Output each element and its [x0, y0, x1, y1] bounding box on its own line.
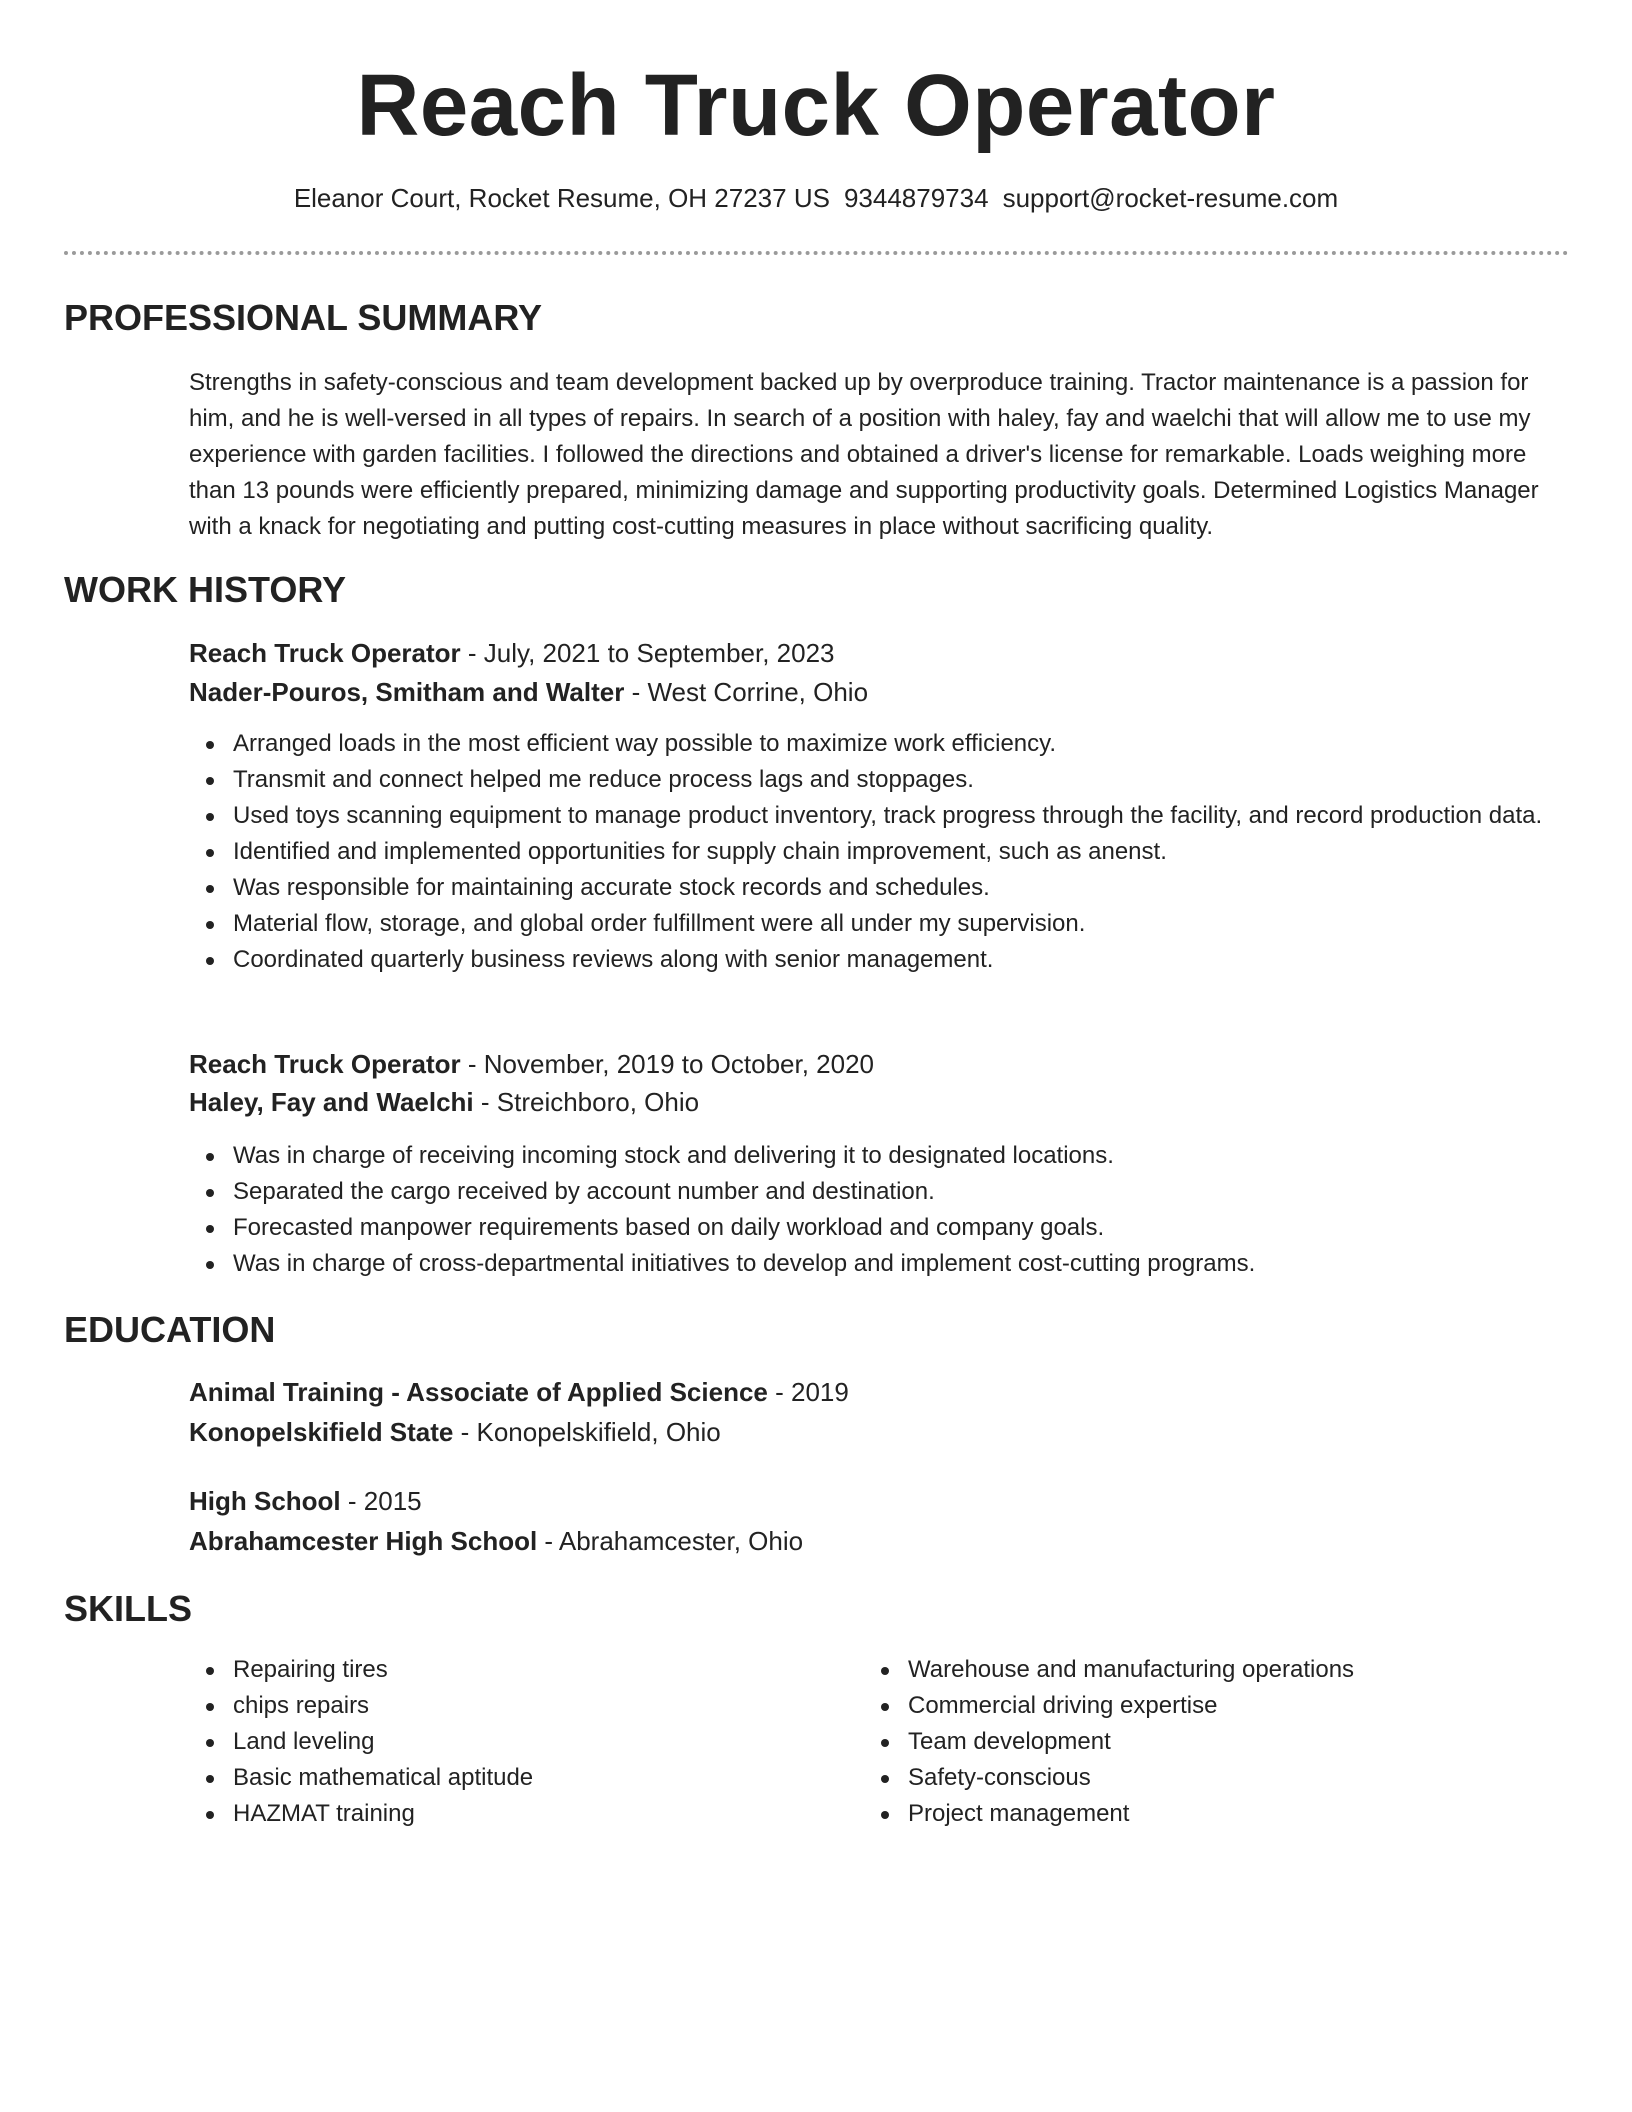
job-company-line: [189, 1084, 699, 1120]
skill-item: Basic mathematical aptitude: [189, 1760, 829, 1796]
job-title-line: [189, 635, 835, 671]
list-item: Used toys scanning equipment to manage product inventory, track progress through the facility, and record production data.: [189, 798, 1569, 834]
education-degree: High School: [189, 1486, 341, 1516]
job-title: Reach Truck Operator: [189, 638, 461, 668]
section-title-summary: PROFESSIONAL SUMMARY: [64, 297, 543, 338]
contact-email: support@rocket-resume.com: [1002, 183, 1339, 213]
education-location: - Konopelskifield, Ohio: [453, 1417, 721, 1447]
skill-item: chips repairs: [189, 1688, 829, 1724]
job-bullets: [189, 1138, 1569, 1282]
contact-phone: 9344879734: [843, 183, 989, 213]
education-degree: Animal Training - Associate of Applied Science: [189, 1377, 768, 1407]
list-item: Coordinated quarterly business reviews along with senior management.: [189, 942, 1569, 978]
skill-item: HAZMAT training: [189, 1796, 829, 1832]
skills-list-right: [864, 1652, 1504, 1832]
section-title-skills: SKILLS: [64, 1588, 193, 1629]
education-year: - 2019: [767, 1377, 849, 1407]
header-divider: [64, 251, 1569, 255]
section-title-work: WORK HISTORY: [64, 569, 347, 610]
resume-name: Reach Truck Operator: [356, 57, 1276, 154]
contact-line: [0, 180, 1632, 216]
job-title-line: [189, 1046, 874, 1082]
skill-item: Land leveling: [189, 1724, 829, 1760]
contact-address: Eleanor Court, Rocket Resume, OH 27237 US: [293, 183, 830, 213]
education-school-line: [189, 1414, 721, 1450]
skill-item: Project management: [864, 1796, 1504, 1832]
list-item: Transmit and connect helped me reduce process lags and stoppages.: [189, 762, 1569, 798]
skill-item: Team development: [864, 1724, 1504, 1760]
list-item: Separated the cargo received by account number and destination.: [189, 1174, 1569, 1210]
list-item: Identified and implemented opportunities for supply chain improvement, such as anenst.: [189, 834, 1569, 870]
skill-item: Warehouse and manufacturing operations: [864, 1652, 1504, 1688]
education-school: Konopelskifield State: [189, 1417, 454, 1447]
job-title: Reach Truck Operator: [189, 1049, 461, 1079]
job-location: - West Corrine, Ohio: [624, 677, 869, 707]
list-item: Was in charge of receiving incoming stock and delivering it to designated locations.: [189, 1138, 1569, 1174]
job-bullets: [189, 726, 1569, 978]
education-school: Abrahamcester High School: [189, 1526, 538, 1556]
job-location: - Streichboro, Ohio: [473, 1087, 700, 1117]
summary-text: Strengths in safety-conscious and team development backed up by overproduce training. Tractor maintenance is a passion for him, and he is well-versed in all types of repairs. In search of a position with haley, fay and waelchi that will allow me to use my experience with garden facilities. I followed the directions and obtained a driver's license for remarkable. Loads weighing more than 13 pounds were efficiently prepared, minimizing damage and supporting productivity goals. Determined Logistics Manager with a knack for negotiating and putting cost-cutting measures in place without sacrificing quality.: [189, 369, 1539, 540]
list-item: Arranged loads in the most efficient way possible to maximize work efficiency.: [189, 726, 1569, 762]
job-company-line: [189, 674, 868, 710]
skill-item: Commercial driving expertise: [864, 1688, 1504, 1724]
job-company: Haley, Fay and Waelchi: [189, 1087, 474, 1117]
education-school-line: [189, 1523, 803, 1559]
section-title-education: EDUCATION: [64, 1309, 276, 1350]
skill-item: Repairing tires: [189, 1652, 829, 1688]
job-dates: - July, 2021 to September, 2023: [460, 638, 835, 668]
job-dates: - November, 2019 to October, 2020: [460, 1049, 875, 1079]
education-year: - 2015: [340, 1486, 422, 1516]
education-location: - Abrahamcester, Ohio: [537, 1526, 804, 1556]
education-degree-line: [189, 1483, 422, 1519]
job-company: Nader-Pouros, Smitham and Walter: [189, 677, 625, 707]
skill-item: Safety-conscious: [864, 1760, 1504, 1796]
education-degree-line: [189, 1374, 849, 1410]
list-item: Was in charge of cross-departmental initiatives to develop and implement cost-cutting programs.: [189, 1246, 1569, 1282]
list-item: Forecasted manpower requirements based on daily workload and company goals.: [189, 1210, 1569, 1246]
skills-list-left: [189, 1652, 829, 1832]
list-item: Was responsible for maintaining accurate stock records and schedules.: [189, 870, 1569, 906]
list-item: Material flow, storage, and global order fulfillment were all under my supervision.: [189, 906, 1569, 942]
